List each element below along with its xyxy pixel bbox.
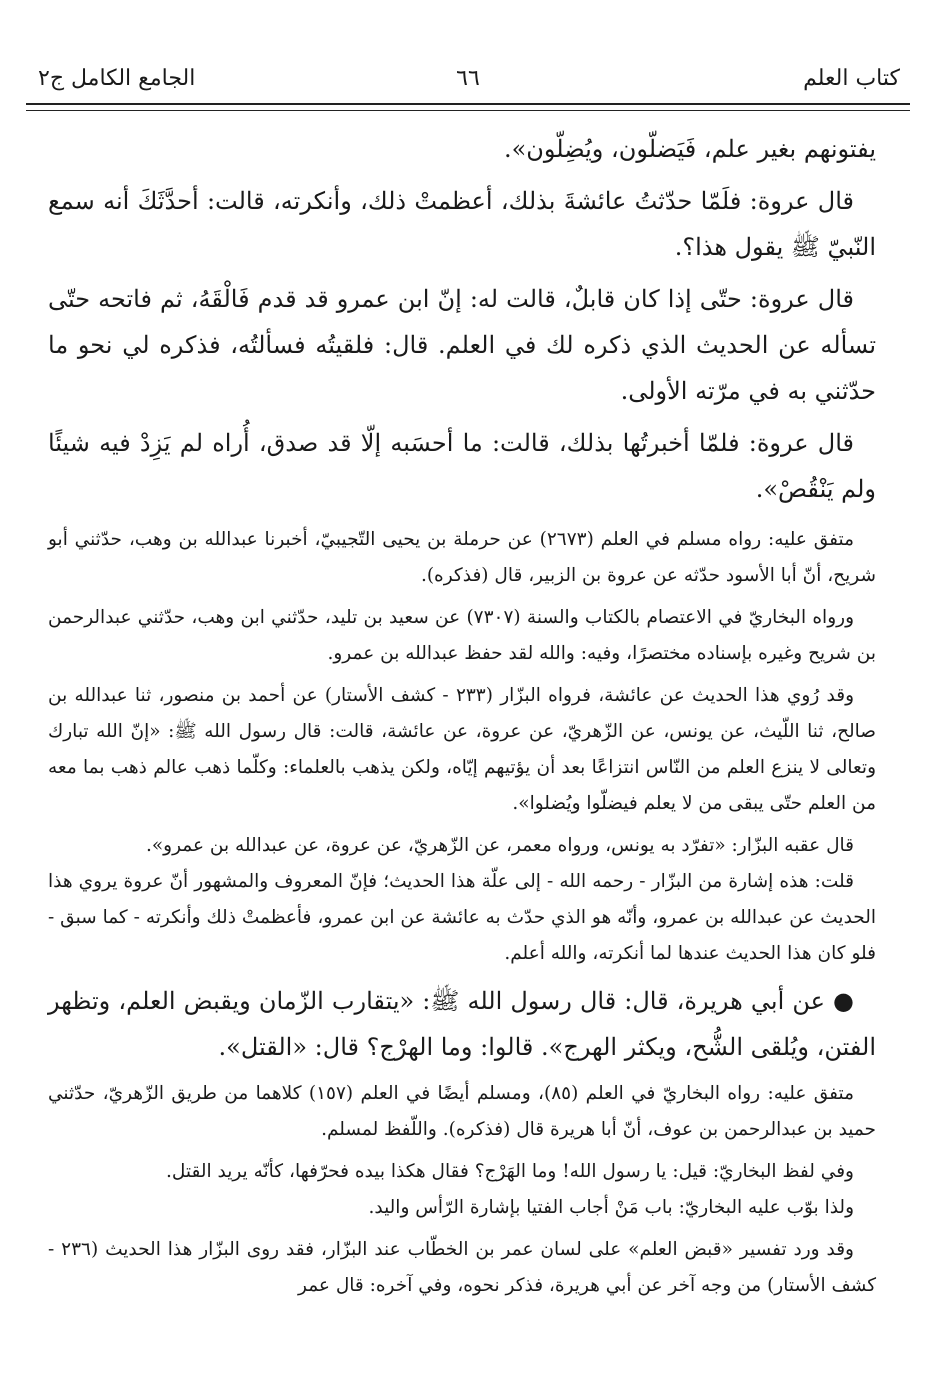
hadith-text: ● عن أبي هريرة، قال: قال رسول الله ﷺ: «يتقارب الزّمان ويقبض العلم، وتظهر الفتن، ويُلقى الشُّح، ويكثر الهرج». قالوا: وما الهرْج؟ قال: «القتل». [48,987,876,1061]
header-rule-thin [26,110,910,111]
commentary-text: متفق عليه: رواه مسلم في العلم (٢٦٧٣) عن حرملة بن يحيى التّجيبيّ، أخبرنا عبدالله بن وهب، حدّثني أبو شريح، أنّ أبا الأسود حدّثه عن عروة بن الزبير، قال (فذكره). [48,529,876,586]
commentary-text: وقد ورد تفسير «قبض العلم» على لسان عمر بن الخطّاب عند البزّار، فقد روى البزّار هذا الحديث (٢٣٦ - كشف الأستار) من وجه آخر عن أبي هريرة، فذكر نحوه، وفي آخره: قال عمر [48,1239,876,1296]
commentary-text: قال عقبه البزّار: «تفرّد به يونس، ورواه معمر، عن الزّهريّ، عن عروة، عن عبدالله بن عمرو». [145,835,854,856]
commentary-text: قلت: هذه إشارة من البزّار - رحمه الله - إلى علّة هذا الحديث؛ فإنّ المعروف والمشهور أنّ عروة يروي هذا الحديث عن عبدالله بن عمرو، وأنّه هو الذي حدّث به عائشة عن ابن عمرو، فأعظمتْ ذلك وأنكرته - كما سبق - فلو كان هذا الحديث عندها لما أنكرته، والله أعلم. [48,871,876,964]
book-title: الجامع الكامل ج٢ [38,66,196,91]
commentary-text: ولذا بوّب عليه البخاريّ: باب مَنْ أجاب الفتيا بإشارة الرّأس واليد. [368,1197,854,1218]
hadith-text: قال عروة: حتّى إذا كان قابلٌ، قالت له: إنّ ابن عمرو قد قدم فَالْقَهُ، ثم فاتحه حتّى تسأله عن الحديث الذي ذكره لك في العلم. قال: فلقيتُه فسألتُه، فذكره لي نحو ما حدّثني به في مرّته الأولى. [48,285,876,405]
commentary-text: وقد رُوي هذا الحديث عن عائشة، فرواه البزّار (٢٣٣ - كشف الأستار) عن أحمد بن منصور، ثنا عبدالله بن صالح، ثنا اللّيث، عن يونس، عن الزّهريّ، عن عروة، عن عائشة، قالت: قال رسول الله ﷺ: «إنّ الله تبارك وتعالى لا ينزع العلم من النّاس انتزاعًا بعد أن يؤتيهم إيّاه، ولكن يذهب بالعلماء: وكلّما ذهب عالم ذهب بما معه من العلم حتّى يبقى من لا يعلم فيضلّوا ويُضلوا». [48,685,876,814]
commentary-text: ورواه البخاريّ في الاعتصام بالكتاب والسنة (٧٣٠٧) عن سعيد بن تليد، حدّثني ابن وهب، حدّثني عبدالرحمن بن شريح وغيره بإسناده مختصرًا، وفيه: والله لقد حفظ عبدالله بن عمرو. [48,607,876,664]
running-header [26,58,910,98]
page-number: ٦٦ [456,66,480,91]
hadith-text: قال عروة: فلَمّا حدّثتُ عائشةَ بذلك، أعظمتْ ذلك، وأنكرته، قالت: أحدَّثَكَ أنه سمع النّبيّ ﷺ يقول هذا؟. [48,187,876,261]
page-body [48,126,876,1304]
chapter-title: كتاب العلم [803,66,900,91]
commentary-text: متفق عليه: رواه البخاريّ في العلم (٨٥)، ومسلم أيضًا في العلم (١٥٧) كلاهما من طريق الزّهريّ، حدّثني حميد بن عبدالرحمن بن عوف، أنّ أبا هريرة قال (فذكره). واللّفظ لمسلم. [48,1083,876,1140]
hadith-text: قال عروة: فلمّا أخبرتُها بذلك، قالت: ما أحسَبه إلّا قد صدق، أُراه لم يَزِدْ فيه شيئًا ولم يَنْقُصْ». [48,429,876,503]
header-rule-thick [26,103,910,105]
hadith-text: يفتونهم بغير علم، فَيَضلّون، ويُضِلّون». [503,135,876,163]
commentary-text: وفي لفظ البخاريّ: قيل: يا رسول الله! وما الهَرْج؟ فقال هكذا بيده فحرّفها، كأنّه يريد القتل. [166,1161,854,1182]
